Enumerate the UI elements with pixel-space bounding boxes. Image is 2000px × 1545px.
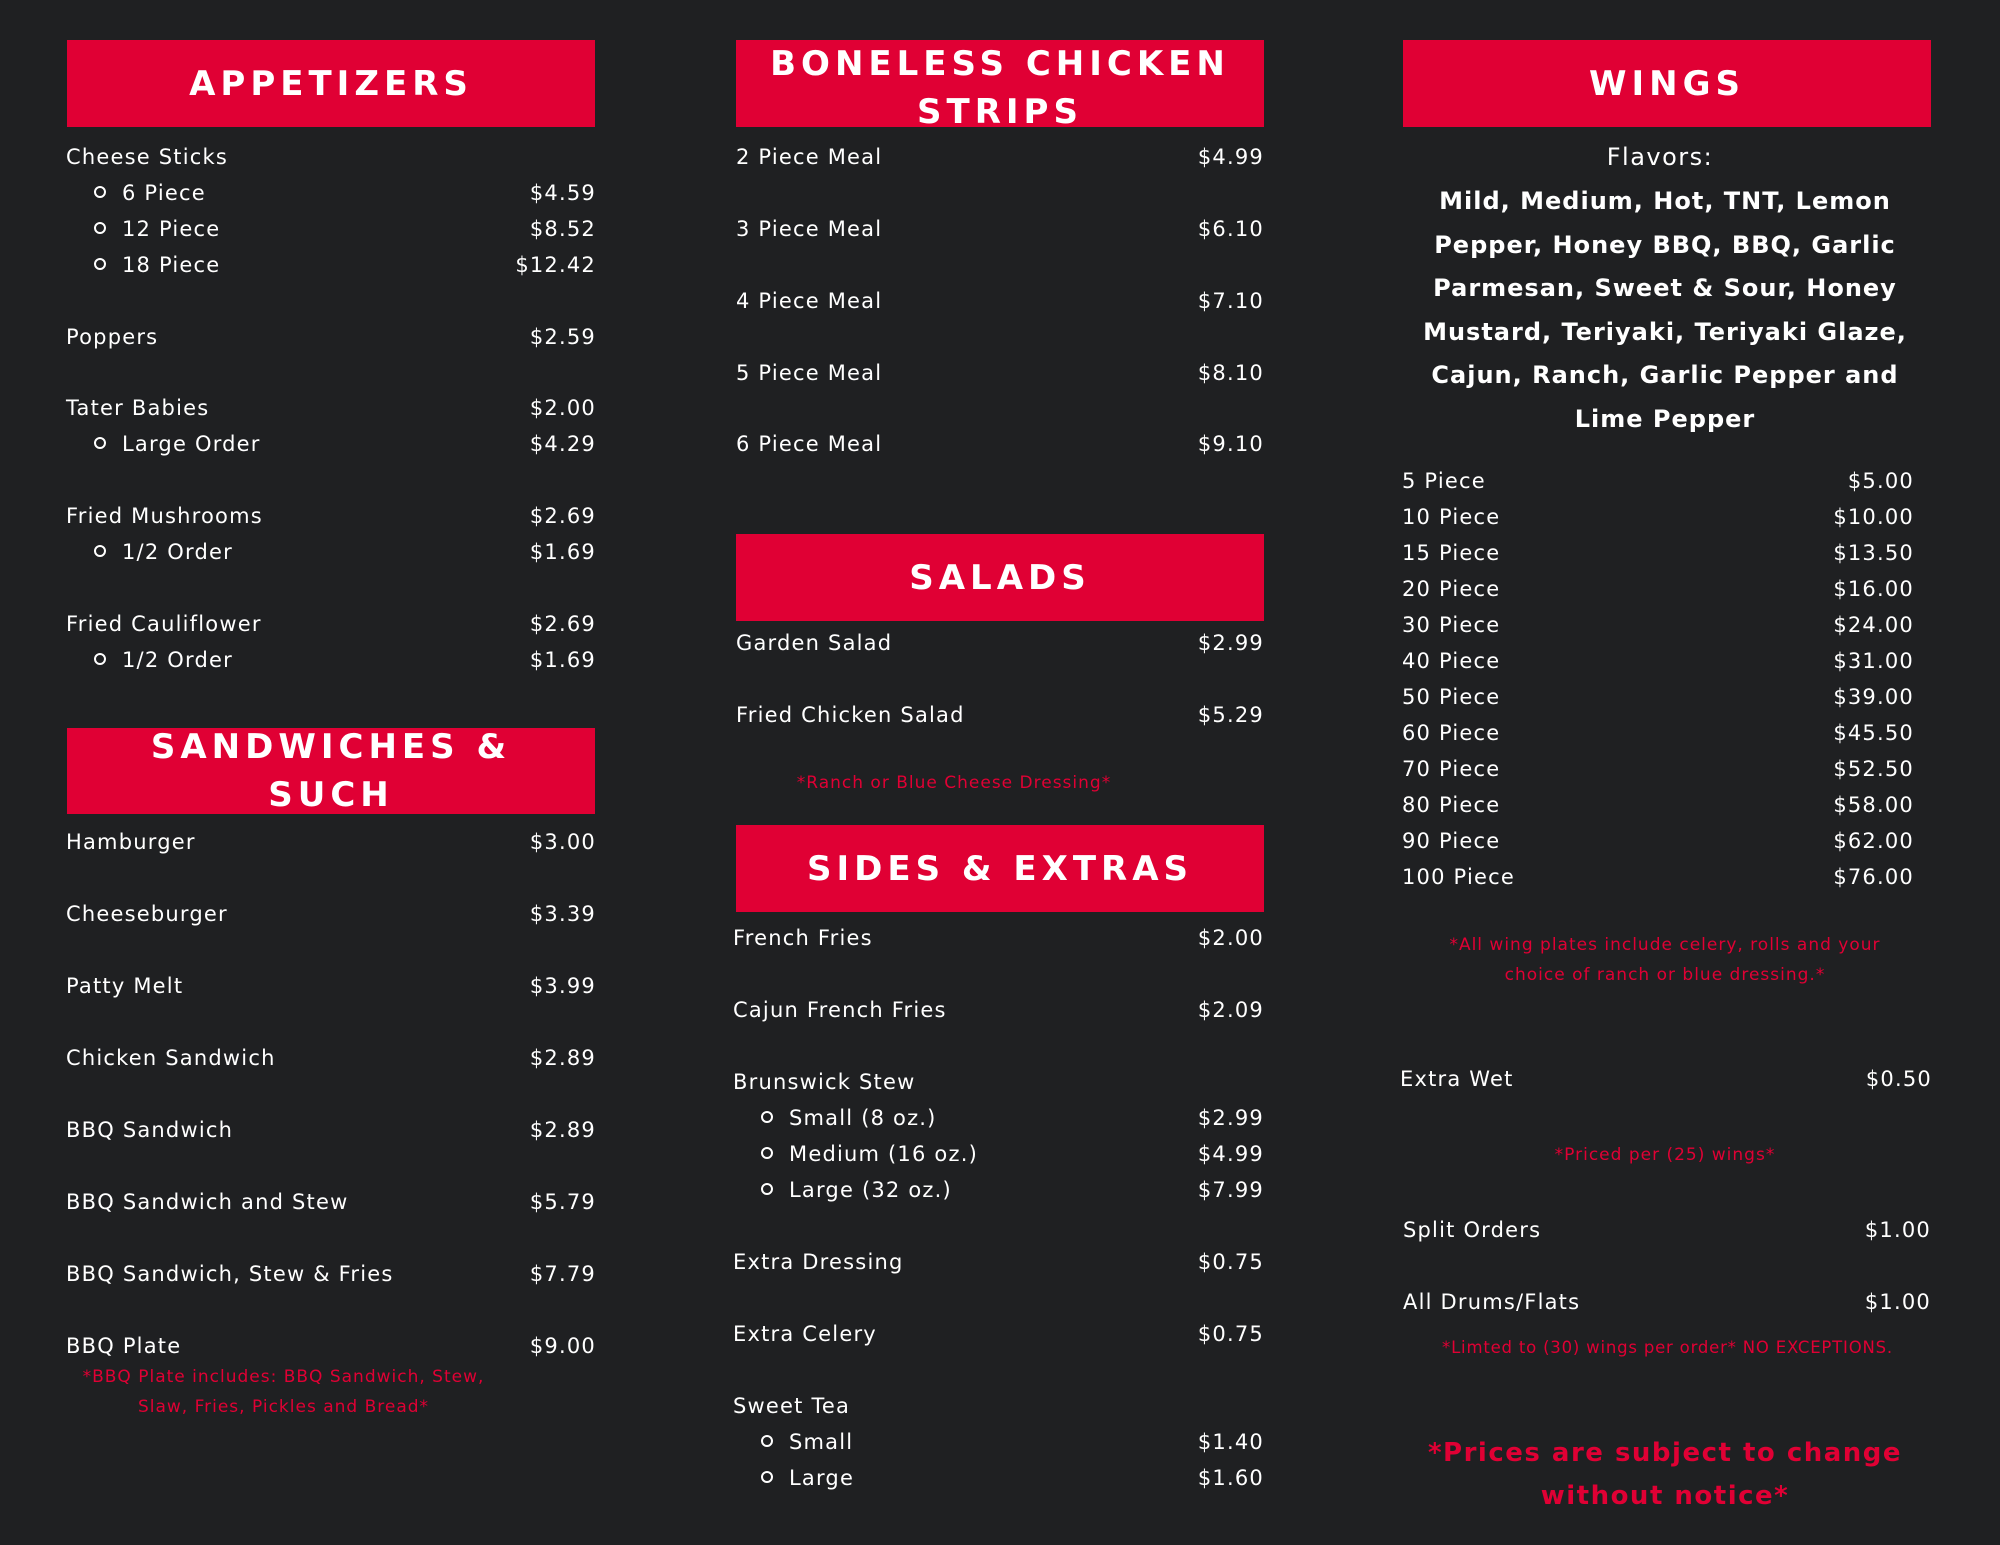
item-price: $2.59 [529,325,596,349]
item-price: $12.42 [515,253,596,277]
item-price: $5.79 [529,1190,596,1214]
strips-title-line1: BONELESS CHICKEN [770,44,1230,84]
menu-item [1402,469,1914,493]
item-name: 18 Piece [94,253,220,277]
menu-item [1402,541,1914,565]
item-name: BBQ Plate [66,1334,182,1358]
item-name: Fried Cauliflower [66,612,262,636]
item-name: Brunswick Stew [733,1070,916,1094]
item-price: $2.89 [529,1118,596,1142]
item-name: 90 Piece [1402,829,1501,853]
flavors-line: Mild, Medium, Hot, TNT, Lemon [1439,187,1891,215]
menu-item [66,1190,596,1214]
item-name: Large [761,1466,854,1490]
menu-item [761,1106,1264,1130]
item-name: 4 Piece Meal [736,289,883,313]
item-price: $52.50 [1833,757,1914,781]
strips-header [736,40,1264,132]
item-name: 15 Piece [1402,541,1501,565]
menu-item [66,830,596,854]
menu-item [761,1466,1264,1490]
item-price: $4.99 [1197,145,1264,169]
item-name: All Drums/Flats [1403,1290,1581,1314]
item-name: Cajun French Fries [733,998,947,1022]
sides-title: SIDES & EXTRAS [806,848,1193,889]
item-name: 10 Piece [1402,505,1501,529]
flavors-line: Parmesan, Sweet & Sour, Honey [1433,274,1897,302]
item-price: $4.59 [529,181,596,205]
item-price: $4.29 [529,432,596,456]
price-disclaimer-line1: *Prices are subject to change [1427,1438,1903,1468]
bbq-plate-note [66,1362,501,1422]
wing-plates-note [1405,930,1925,990]
item-price: $2.09 [1197,998,1264,1022]
item-price: $3.00 [529,830,596,854]
item-price: $1.60 [1197,1466,1264,1490]
item-name: Large (32 oz.) [761,1178,952,1202]
price-disclaimer [1400,1432,1930,1518]
item-price: $16.00 [1833,577,1914,601]
strips-title-line2: STRIPS [917,92,1083,132]
item-price: $9.10 [1197,432,1264,456]
item-name: 5 Piece Meal [736,361,883,385]
salads-header [736,534,1264,621]
item-price: $2.89 [529,1046,596,1070]
menu-item [736,432,1264,456]
appetizers-title: APPETIZERS [189,63,473,104]
item-price: $45.50 [1833,721,1914,745]
item-price: $8.52 [529,217,596,241]
item-name: BBQ Sandwich, Stew & Fries [66,1262,394,1286]
menu-item [1402,793,1914,817]
item-price: $1.69 [529,648,596,672]
sides-header [736,825,1264,912]
menu-item [733,1250,1264,1274]
item-name: Sweet Tea [733,1394,851,1418]
item-name: Tater Babies [66,396,210,420]
item-price: $0.75 [1197,1250,1264,1274]
item-name: BBQ Sandwich and Stew [66,1190,349,1214]
item-name: 5 Piece [1402,469,1486,493]
item-price: $1.40 [1197,1430,1264,1454]
menu-item [1402,865,1914,889]
item-price: $76.00 [1833,865,1914,889]
item-price: $58.00 [1833,793,1914,817]
menu-item [736,145,1264,169]
item-name: 6 Piece Meal [736,432,883,456]
menu-item [66,1118,596,1142]
item-name: Small (8 oz.) [761,1106,937,1130]
item-name: 3 Piece Meal [736,217,883,241]
item-name: 30 Piece [1402,613,1501,637]
item-price: $4.99 [1197,1142,1264,1166]
menu-item [66,1046,596,1070]
menu-item [761,1142,1264,1166]
wing-plates-note-line1: *All wing plates include celery, rolls and your [1449,935,1881,955]
menu-item [1403,1290,1931,1314]
item-name: Medium (16 oz.) [761,1142,978,1166]
wing-limit-note: *Limted to (30) wings per order* NO EXCEPTIONS. [1442,1338,1893,1357]
price-disclaimer-line2: without notice* [1540,1481,1790,1511]
menu-item [66,974,596,998]
item-name: 40 Piece [1402,649,1501,673]
item-price: $2.69 [529,612,596,636]
item-name: Chicken Sandwich [66,1046,276,1070]
item-price: $13.50 [1833,541,1914,565]
bbq-plate-note-line1: *BBQ Plate includes: BBQ Sandwich, Stew, [82,1367,485,1387]
menu-item [1402,757,1914,781]
menu-item [1403,1218,1931,1242]
salad-dressing-note: *Ranch or Blue Cheese Dressing* [796,773,1112,793]
sandwiches-title-line2: SUCH [268,775,394,815]
item-name: 2 Piece Meal [736,145,883,169]
item-name: Large Order [94,432,261,456]
item-name: BBQ Sandwich [66,1118,234,1142]
flavors-line: Lime Pepper [1574,404,1756,433]
item-name: Cheese Sticks [66,145,228,169]
menu-item [66,1262,596,1286]
item-name: Extra Dressing [733,1250,904,1274]
menu-item [1402,505,1914,529]
item-name: Extra Celery [733,1322,877,1346]
item-name: 50 Piece [1402,685,1501,709]
menu-item [66,504,596,528]
item-price: $31.00 [1833,649,1914,673]
item-price: $2.00 [1197,926,1264,950]
item-name: 60 Piece [1402,721,1501,745]
item-price: $8.10 [1197,361,1264,385]
item-name: 20 Piece [1402,577,1501,601]
flavors-line: Pepper, Honey BBQ, BBQ, Garlic [1434,230,1896,259]
menu-item [1402,685,1914,709]
item-price: $9.00 [529,1334,596,1358]
menu-item [66,612,596,636]
menu-item [733,1394,1264,1418]
item-name: Patty Melt [66,974,184,998]
menu-item [1402,577,1914,601]
item-name: 70 Piece [1402,757,1501,781]
menu-item [66,902,596,926]
menu-item [736,703,1264,727]
menu-item [736,289,1264,313]
sandwiches-header [67,728,595,814]
item-name: Garden Salad [736,631,893,655]
item-price: $2.69 [529,504,596,528]
menu-item [66,145,596,169]
bbq-plate-note-line2: Slaw, Fries, Pickles and Bread* [137,1397,430,1417]
flavors-label: Flavors: [1606,143,1714,171]
menu-item [1402,613,1914,637]
menu-item [1402,649,1914,673]
item-name: 1/2 Order [94,540,233,564]
item-name: Split Orders [1403,1218,1542,1242]
item-name: French Fries [733,926,873,950]
priced-per-note: *Priced per (25) wings* [1554,1145,1776,1165]
menu-item [761,1178,1264,1202]
menu-item [94,648,596,672]
item-name: 100 Piece [1402,865,1515,889]
item-name: Small [761,1430,853,1454]
menu-item [1402,721,1914,745]
item-name: 6 Piece [94,181,206,205]
menu-item [733,1070,1264,1094]
wings-title: WINGS [1588,63,1745,104]
menu-item [1402,829,1914,853]
menu-item [733,1322,1264,1346]
item-price: $7.10 [1197,289,1264,313]
item-price: $2.99 [1197,1106,1264,1130]
wings-header [1403,40,1931,127]
item-price: $5.29 [1197,703,1264,727]
item-price: $39.00 [1833,685,1914,709]
flavors-line: Mustard, Teriyaki, Teriyaki Glaze, [1423,317,1907,346]
item-price: $2.00 [529,396,596,420]
item-price: $1.00 [1864,1218,1931,1242]
item-price: $0.50 [1865,1067,1932,1091]
item-price: $1.69 [529,540,596,564]
item-price: $10.00 [1833,505,1914,529]
item-name: Poppers [66,325,159,349]
menu-item [94,253,596,277]
item-price: $3.99 [529,974,596,998]
item-name: 80 Piece [1402,793,1501,817]
menu-item [66,1334,596,1358]
salads-title: SALADS [909,557,1091,598]
item-name: Fried Chicken Salad [736,703,965,727]
menu-item [736,631,1264,655]
item-name: Extra Wet [1400,1067,1514,1091]
wing-plates-note-line2: choice of ranch or blue dressing.* [1504,965,1826,985]
menu-item [94,540,596,564]
menu-item [733,926,1264,950]
item-name: Cheeseburger [66,902,228,926]
item-price: $2.99 [1197,631,1264,655]
item-price: $7.99 [1197,1178,1264,1202]
menu-item [1400,1067,1932,1091]
flavors-line: Cajun, Ranch, Garlic Pepper and [1431,361,1899,389]
item-price: $1.00 [1864,1290,1931,1314]
flavors-list [1405,180,1925,441]
item-name: Fried Mushrooms [66,504,263,528]
item-name: 1/2 Order [94,648,233,672]
menu-item [66,396,596,420]
item-price: $24.00 [1833,613,1914,637]
menu-item [733,998,1264,1022]
menu-item [94,432,596,456]
item-price: $0.75 [1197,1322,1264,1346]
menu-item [736,217,1264,241]
menu-item [761,1430,1264,1454]
item-price: $5.00 [1847,469,1914,493]
item-price: $62.00 [1833,829,1914,853]
item-price: $6.10 [1197,217,1264,241]
menu-item [94,217,596,241]
menu-item [94,181,596,205]
appetizers-header [67,40,595,127]
menu-item [66,325,596,349]
item-name: 12 Piece [94,217,220,241]
item-price: $3.39 [529,902,596,926]
menu-item [736,361,1264,385]
item-name: Hamburger [66,830,196,854]
sandwiches-title-line1: SANDWICHES & [150,727,512,767]
item-price: $7.79 [529,1262,596,1286]
